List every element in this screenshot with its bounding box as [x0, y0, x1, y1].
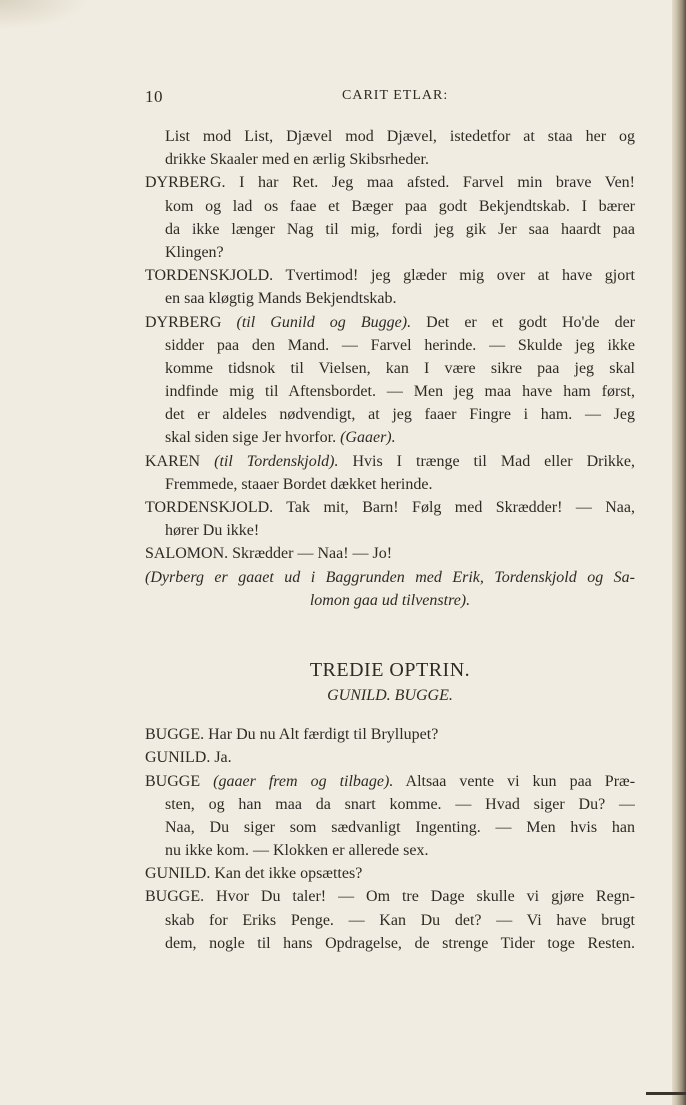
- speaker-name: KAREN: [145, 452, 215, 470]
- scene-title: TREDIE OPTRIN.: [309, 658, 471, 681]
- page-edge-mark: [646, 1092, 686, 1095]
- speech-line: [145, 311, 635, 334]
- speech-line: TORDENSKJOLD. Tak mit, Barn! Følg med Skrædder! — Naa,: [145, 499, 635, 516]
- page-header: [145, 87, 635, 111]
- text-line: sidder paa den Mand. — Farvel herinde. — Skulde jeg ikke: [165, 336, 635, 354]
- speaker-name: DYRBERG: [145, 313, 237, 331]
- text-line: skab for Eriks Penge. — Kan Du det? — Vi have brugt: [165, 911, 635, 929]
- stage-direction: (til Tordenskjold).: [214, 452, 339, 470]
- text-line: drikke Skaaler med en ærlig Skibsrheder.: [165, 151, 429, 169]
- speech-text: Hvis I trænge til Mad eller Drikke,: [338, 452, 635, 470]
- speech-line: SALOMON. Skrædder — Naa! — Jo!: [145, 545, 393, 563]
- speech-line: BUGGE. Har Du nu Alt færdigt til Bryllupet?: [145, 726, 439, 744]
- speech-text: skal siden sige Jer hvorfor.: [165, 429, 341, 447]
- page-number: 10: [145, 87, 163, 106]
- scene-characters: GUNILD. BUGGE.: [327, 686, 453, 704]
- text-line: List mod List, Djævel mod Djævel, istedetfor at staa her og: [165, 128, 635, 145]
- text-line: da ikke længer Nag til mig, fordi jeg gik Jer saa haardt paa: [165, 220, 635, 238]
- speech-line: BUGGE. Hvor Du taler! — Om tre Dage skulle vi gjøre Regn-: [145, 888, 635, 906]
- speech-line: [145, 450, 635, 473]
- scene-break: [145, 612, 635, 656]
- text-line: Naa, Du siger som sædvanligt Ingenting. — Men hvis han: [165, 818, 635, 836]
- speaker-name: BUGGE: [145, 772, 214, 790]
- text-line: Klingen?: [165, 243, 224, 261]
- speech-line: DYRBERG. I har Ret. Jeg maa afsted. Farvel min brave Ven!: [145, 174, 635, 192]
- text-line: kom og lad os faae et Bæger paa godt Bekjendtskab. I bærer: [165, 197, 635, 215]
- text-line: indfinde mig til Aftensbordet. — Men jeg maa have ham først,: [165, 383, 635, 401]
- section-gap: [145, 707, 635, 723]
- speech-line: [145, 770, 635, 793]
- text-line: komme tidsnok til Vielsen, kan I være sikre paa jeg skal: [165, 359, 635, 377]
- book-spine-edge: [672, 0, 686, 1105]
- text-line: nu ikke kom. — Klokken er allerede sex.: [165, 842, 429, 860]
- speech-line: TORDENSKJOLD. Tvertimod! jeg glæder mig over at have gjort: [145, 267, 635, 285]
- speech-text: Det er et godt Ho'de der: [411, 313, 635, 331]
- speech-line: GUNILD. Kan det ikke opsættes?: [145, 865, 363, 883]
- stage-direction-line: lomon gaa ud tilvenstre).: [309, 591, 471, 609]
- page-body: [145, 125, 635, 955]
- stage-direction-line: (Dyrberg er gaaet ud i Baggrunden med Erik, Tordenskjold og Sa-: [145, 568, 635, 586]
- text-line: sten, og han maa da snart komme. — Hvad siger Du? —: [165, 795, 635, 813]
- text-line: [145, 426, 635, 449]
- stage-direction: (til Gunild og Bugge).: [236, 313, 412, 331]
- speech-text: Altsaa vente vi kun paa Præ-: [393, 772, 635, 790]
- text-line: hører Du ikke!: [165, 522, 260, 540]
- stage-direction: (Gaaer).: [340, 429, 396, 447]
- text-line: dem, nogle til hans Opdragelse, de strenge Tider toge Resten.: [165, 934, 635, 952]
- speech-line: GUNILD. Ja.: [145, 749, 232, 767]
- running-head: CARIT ETLAR:: [342, 88, 449, 103]
- text-line: det er aldeles nødvendigt, at jeg faaer Fingre i ham. — Jeg: [165, 406, 635, 424]
- stage-direction: (gaaer frem og tilbage).: [213, 772, 394, 790]
- text-line: Fremmede, staaer Bordet dækket herinde.: [165, 475, 433, 493]
- page-corner-stain: [0, 0, 90, 30]
- text-line: en saa kløgtig Mands Bekjendtskab.: [165, 290, 397, 308]
